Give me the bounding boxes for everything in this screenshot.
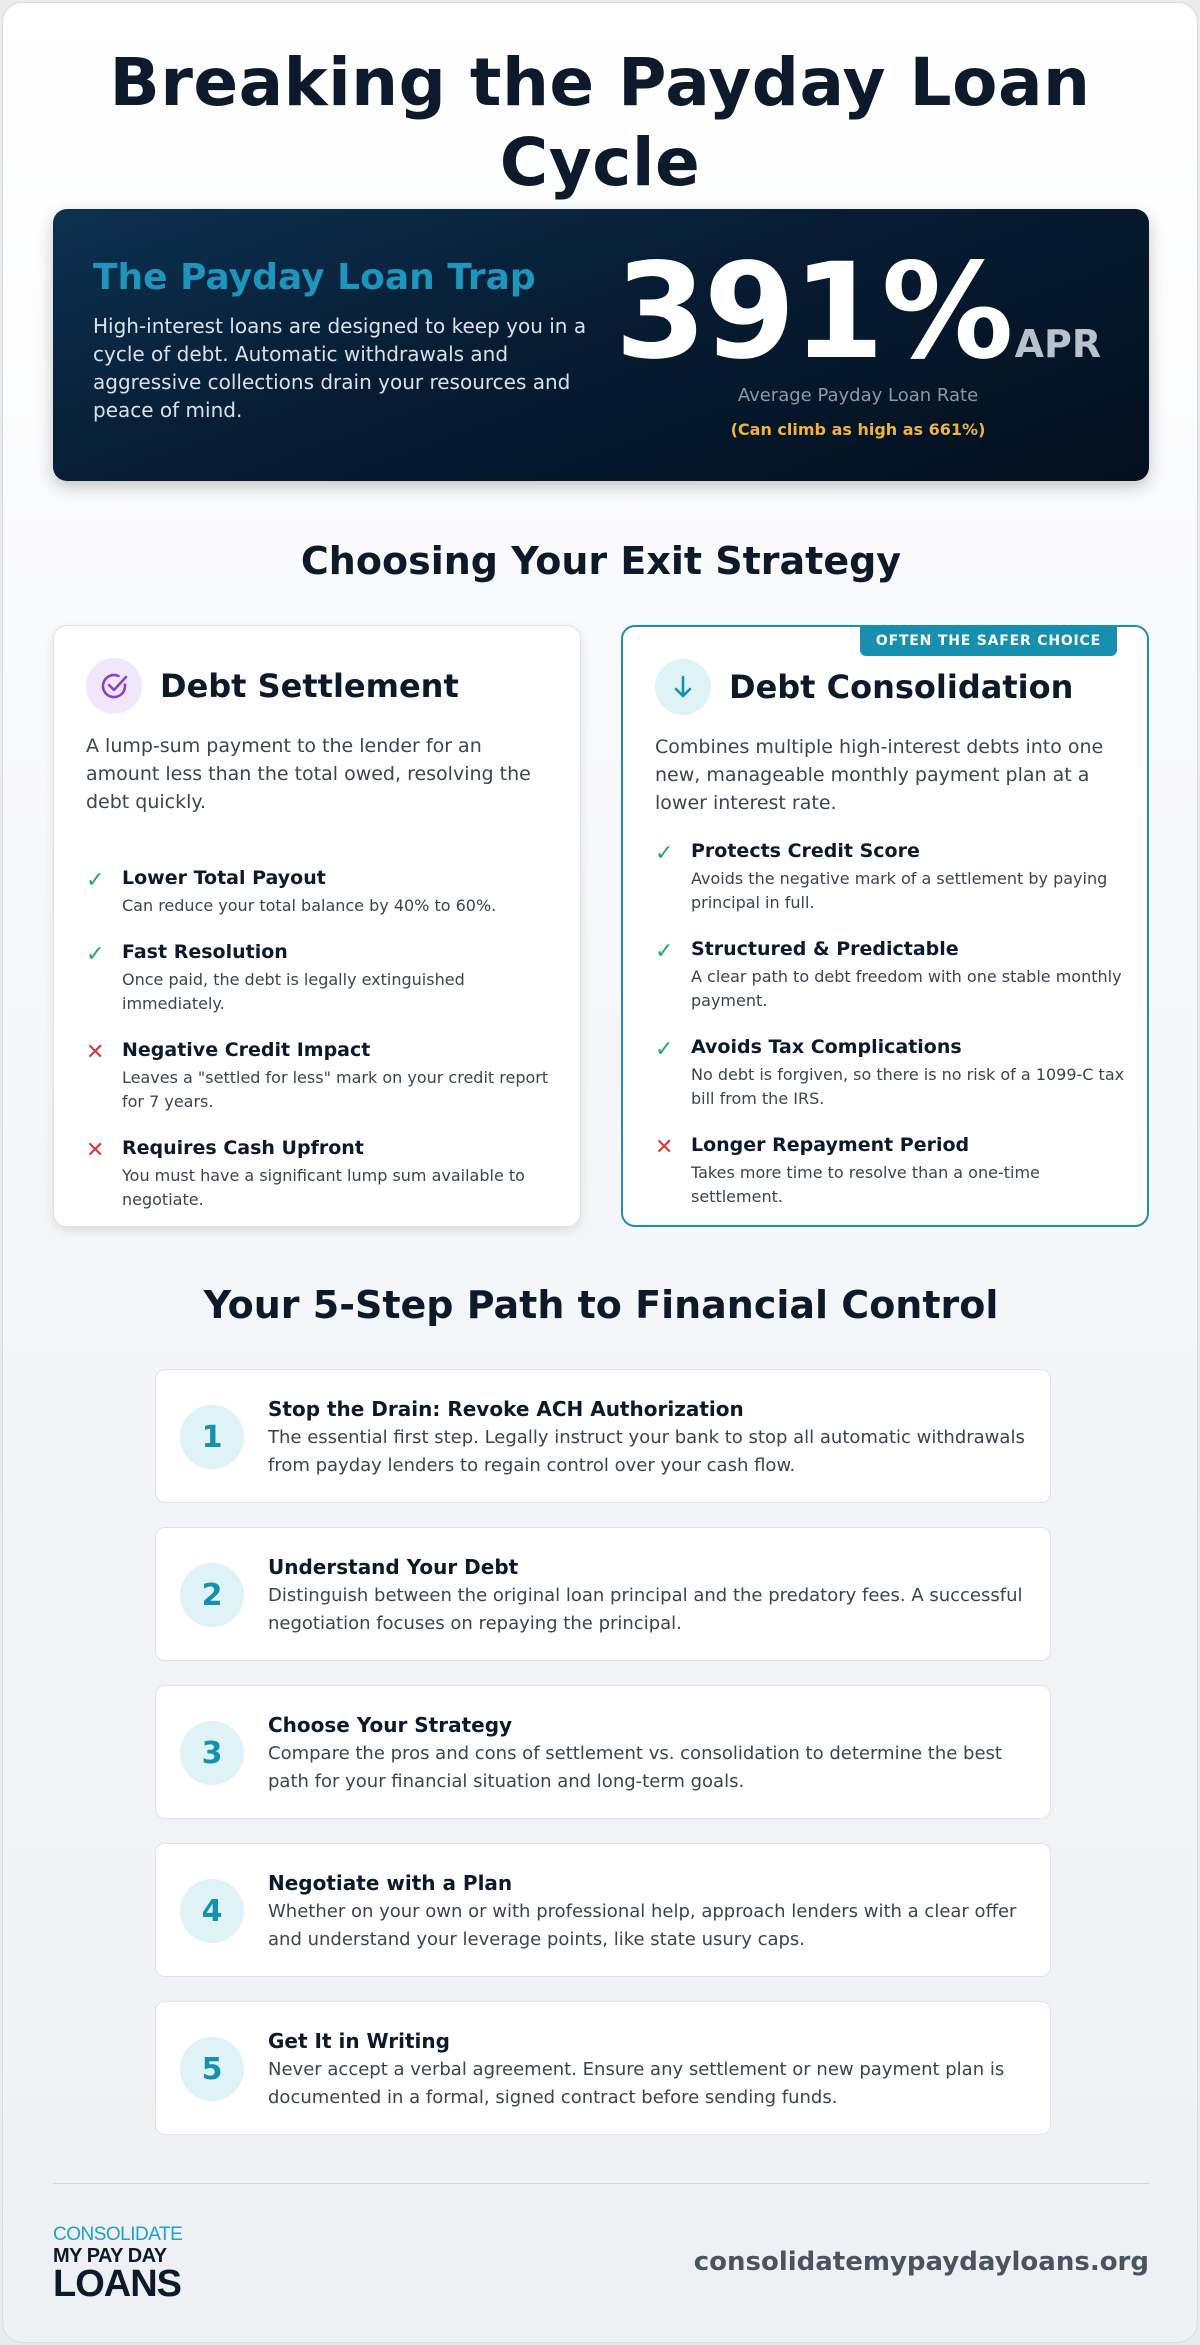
step-text: The essential first step. Legally instruct your bank to stop all automatic withdrawals from payday lenders to regain control over your cash flow. [268, 1427, 1025, 1476]
feature-item [86, 1136, 556, 1212]
website-link[interactable]: consolidatemypaydayloans.org [693, 2247, 1149, 2277]
step-number: 2 [180, 1563, 244, 1627]
rate-block [613, 235, 1103, 439]
step-card [155, 1685, 1051, 1819]
step-body [268, 1712, 1038, 1796]
step-card [155, 1843, 1051, 1977]
feature-title: Lower Total Payout [122, 867, 326, 889]
step-number: 5 [180, 2037, 244, 2101]
feature-title: Protects Credit Score [691, 840, 920, 862]
step-card [155, 1527, 1051, 1661]
checkmark-icon: ✓ [655, 939, 674, 964]
feature-title: Negative Credit Impact [122, 1039, 371, 1061]
step-title: Get It in Writing [268, 2029, 450, 2053]
cross-icon: ✕ [655, 1135, 674, 1160]
feature-item [655, 937, 1125, 1013]
brand-logo[interactable] [53, 2224, 193, 2305]
infographic-page [2, 2, 1198, 2343]
feature-description: No debt is forgiven, so there is no risk of a 1099-C tax bill from the IRS. [691, 1065, 1125, 1108]
checkmark-icon: ✓ [86, 868, 105, 893]
card-title: Debt Consolidation [729, 668, 1074, 706]
card-header [86, 658, 459, 714]
rate-note: (Can climb as high as 661%) [730, 420, 986, 439]
steps-section-title: Your 5-Step Path to Financial Control [203, 1283, 999, 1327]
step-number: 3 [180, 1721, 244, 1785]
step-card [155, 1369, 1051, 1503]
feature-description: Can reduce your total balance by 40% to 60%. [122, 896, 497, 915]
checkmark-icon: ✓ [655, 841, 674, 866]
card-description: A lump-sum payment to the lender for an amount less than the total owed, resolving the debt quickly. [86, 735, 531, 813]
step-text: Never accept a verbal agreement. Ensure any settlement or new payment plan is documented in a formal, signed contract before sending funds. [268, 2059, 1005, 2108]
feature-list [655, 839, 1125, 1231]
feature-item [655, 839, 1125, 915]
strategy-section-title: Choosing Your Exit Strategy [300, 539, 902, 583]
hero-heading: The Payday Loan Trap [93, 257, 536, 298]
feature-item [86, 1038, 556, 1114]
logo-line-1: CONSOLIDATE [53, 2224, 183, 2245]
feature-item [86, 940, 556, 1016]
safer-choice-badge: OFTEN THE SAFER CHOICE [860, 626, 1117, 656]
logo-line-3: LOANS [53, 2263, 181, 2305]
checkmark-icon: ✓ [655, 1037, 674, 1062]
feature-item [655, 1133, 1125, 1209]
check-circle-icon [86, 658, 142, 714]
step-body [268, 1396, 1038, 1480]
hero-text-block [93, 257, 593, 424]
card-header [655, 659, 1073, 715]
payday-trap-banner [53, 209, 1149, 481]
cross-icon: ✕ [86, 1138, 105, 1163]
step-title: Understand Your Debt [268, 1555, 519, 1579]
feature-item [655, 1035, 1125, 1111]
step-text: Whether on your own or with professional help, approach lenders with a clear offer and understand your leverage points, like state usury caps. [268, 1901, 1017, 1950]
step-body [268, 1870, 1038, 1954]
step-text: Compare the pros and cons of settlement vs. consolidation to determine the best path for your financial situation and long-term goals. [268, 1743, 1002, 1792]
logo-line-2: MY PAY DAY [53, 2245, 167, 2267]
feature-title: Requires Cash Upfront [122, 1137, 364, 1159]
feature-title: Fast Resolution [122, 941, 288, 963]
footer-divider [53, 2183, 1149, 2184]
apr-unit: APR [1014, 322, 1102, 366]
step-body [268, 2028, 1038, 2112]
cross-icon: ✕ [86, 1040, 105, 1065]
feature-description: Takes more time to resolve than a one-time settlement. [691, 1163, 1040, 1206]
step-card [155, 2001, 1051, 2135]
feature-description: Leaves a "settled for less" mark on your credit report for 7 years. [122, 1068, 549, 1111]
checkmark-icon: ✓ [86, 942, 105, 967]
feature-description: A clear path to debt freedom with one stable monthly payment. [691, 967, 1122, 1010]
feature-description: Once paid, the debt is legally extinguished immediately. [122, 970, 465, 1013]
feature-title: Longer Repayment Period [691, 1134, 970, 1156]
feature-item [86, 866, 556, 918]
page-title: Breaking the Payday Loan Cycle [109, 44, 1091, 201]
step-title: Choose Your Strategy [268, 1713, 513, 1737]
feature-description: Avoids the negative mark of a settlement by paying principal in full. [691, 869, 1108, 912]
step-title: Stop the Drain: Revoke ACH Authorization [268, 1397, 744, 1421]
hero-description: High-interest loans are designed to keep you in a cycle of debt. Automatic withdrawals and aggressive collections drain your resources and peace of mind. [93, 314, 587, 422]
apr-rate-value: 391% [614, 235, 1011, 389]
rate-label: Average Payday Loan Rate [737, 385, 979, 406]
step-body [268, 1554, 1038, 1638]
debt-settlement-card [53, 625, 581, 1227]
header [3, 3, 1197, 241]
step-number: 1 [180, 1405, 244, 1469]
feature-description: You must have a significant lump sum available to negotiate. [122, 1166, 525, 1209]
debt-consolidation-card [621, 625, 1149, 1227]
card-description: Combines multiple high-interest debts into one new, manageable monthly payment plan at a lower interest rate. [655, 736, 1104, 814]
step-title: Negotiate with a Plan [268, 1871, 513, 1895]
feature-title: Structured & Predictable [691, 938, 959, 960]
card-title: Debt Settlement [160, 667, 459, 705]
arrow-down-icon [655, 659, 711, 715]
step-number: 4 [180, 1879, 244, 1943]
feature-title: Avoids Tax Complications [691, 1036, 962, 1058]
feature-list [86, 866, 556, 1234]
step-text: Distinguish between the original loan principal and the predatory fees. A successful negotiation focuses on repaying the principal. [268, 1585, 1023, 1634]
